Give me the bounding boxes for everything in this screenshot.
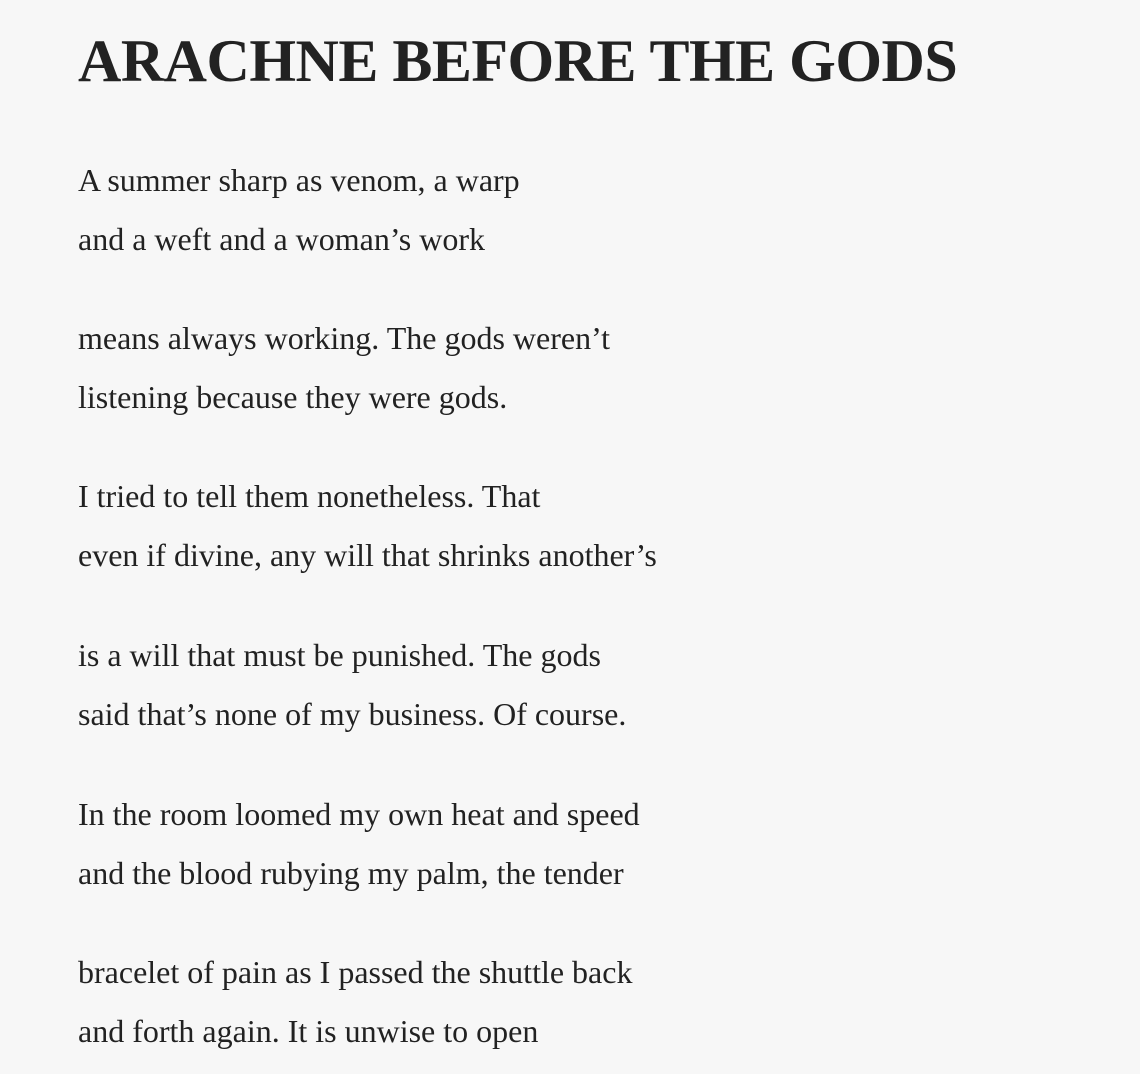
poem-line: means always working. The gods weren’t (78, 320, 611, 356)
stanza (78, 467, 657, 585)
poem-line: is a will that must be punished. The gods (78, 637, 601, 673)
poem-line: and the blood rubying my palm, the tender (78, 855, 624, 891)
poem-title: ARACHNE BEFORE THE GODS (78, 28, 958, 94)
stanza (78, 785, 640, 903)
poem-line: bracelet of pain as I passed the shuttle back (78, 954, 633, 990)
poem-line: I tried to tell them nonetheless. That (78, 478, 541, 514)
stanza (78, 309, 610, 427)
stanza (78, 626, 626, 744)
poem-line: even if divine, any will that shrinks another’s (78, 537, 657, 573)
poem-line: and forth again. It is unwise to open (78, 1013, 539, 1049)
stanza (78, 151, 520, 269)
poem-line: said that’s none of my business. Of course. (78, 696, 627, 732)
stanza (78, 943, 632, 1061)
poem-line: and a weft and a woman’s work (78, 221, 485, 257)
poem-line: A summer sharp as venom, a warp (78, 162, 520, 198)
poem-line: listening because they were gods. (78, 379, 508, 415)
poem-line: In the room loomed my own heat and speed (78, 796, 640, 832)
